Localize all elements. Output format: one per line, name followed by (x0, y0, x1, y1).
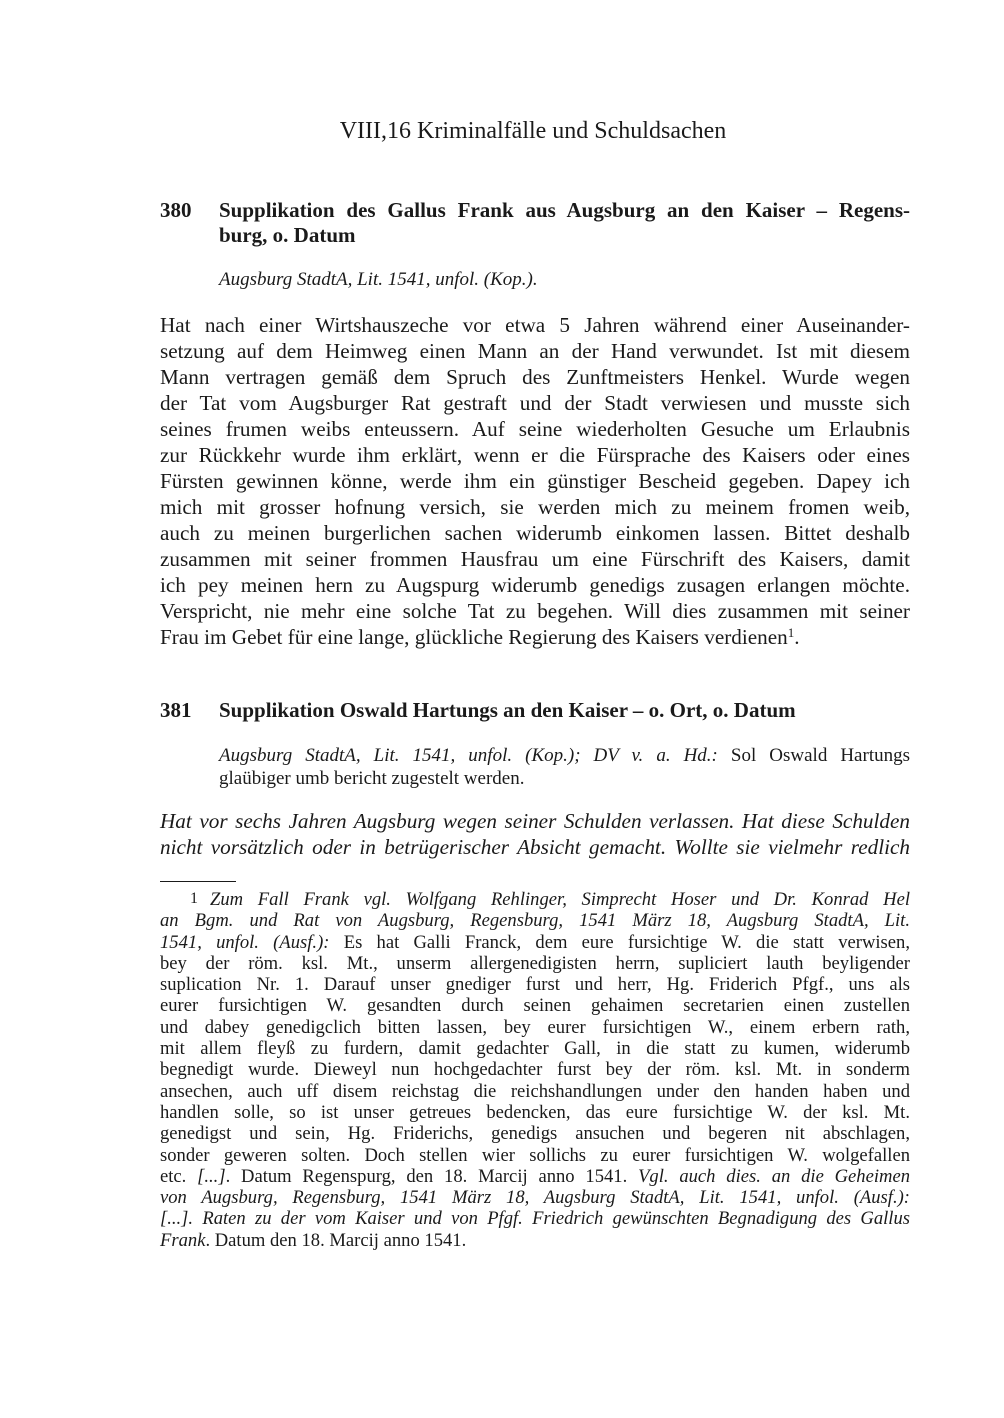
entry-380-heading (160, 198, 910, 248)
entry-381-source (219, 744, 910, 790)
footnote (160, 888, 910, 1251)
body-line: Fürsten gewinnen könne, werde ihm ein günstiger Bescheid gegeben. Dapey ich (160, 469, 910, 493)
entry-number: 380 (160, 198, 192, 222)
footnote-line: mit allem fleyß zu furdern, damit gedachter Gall, in die statt zu kumen, widerumb (160, 1038, 910, 1060)
body-line: ich pey meinen hern zu Augspurg widerumb genedigs zusagen erlangen möchte. (160, 573, 910, 597)
footnote-mark: 1 (190, 890, 198, 907)
body-line: zusammen mit seiner frommen Hausfrau um eine Fürschrift des Kaisers, damit (160, 547, 910, 571)
footnote-line: [...]. Raten zu der vom Kaiser und von Pfgf. Friedrich gewünschten Begnadigung des Gallus (160, 1208, 910, 1230)
footnote-line: sonder geweren solten. Doch stellen wier sollichs zu eurer fursichtigen W. wolgefallen (160, 1144, 910, 1166)
entry-number: 381 (160, 698, 192, 722)
body-line: zur Rückkehr wurde ihm erklärt, wenn er die Fürsprache des Kaisers oder eines (160, 443, 910, 467)
body-line: nicht vorsätzlich oder in betrügerischer Absicht gemacht. Wollte sie vielmehr redlich (160, 835, 910, 859)
footnote-line: eurer fursichtigen W. gesandten durch seinen gehaimen secretarien einen zustellen (160, 995, 910, 1017)
source-line: glaübiger umb bericht zugestelt werden. (219, 768, 525, 789)
body-line: Hat nach einer Wirtshauszeche vor etwa 5 Jahren während einer Auseinander- (160, 313, 910, 337)
title-line: Supplikation Oswald Hartungs an den Kaiser – o. Ort, o. Datum (219, 698, 796, 722)
title-line: Supplikation des Gallus Frank aus Augsburg an den Kaiser – Regens- (219, 198, 910, 222)
footnote-line: ansechen, auch uff disem reichstag die reichshandlungen under den handen haben und (160, 1080, 910, 1102)
footnote-line (160, 888, 910, 910)
footnote-text: Zum Fall Frank vgl. Wolfgang Rehlinger, Simprecht Hoser und Dr. Konrad Hel (210, 889, 910, 910)
body-line: Frau im Gebet für eine lange, glückliche Regierung des Kaisers verdienen$^1$. (160, 625, 800, 649)
entry-381-heading (160, 698, 910, 723)
footnote-line (160, 932, 910, 953)
footnote-italic: [...] (197, 1165, 226, 1187)
body-line: Hat vor sechs Jahren Augsburg wegen seiner Schulden verlassen. Hat diese Schulden (160, 809, 910, 833)
title-line: burg, o. Datum (219, 223, 356, 247)
body-line-text: Frau im Gebet für eine lange, glückliche Regierung des Kaisers verdienen (160, 625, 788, 649)
entry-title (219, 698, 910, 723)
entry-title (219, 198, 910, 248)
footnote-roman: Es hat Galli Franck, dem eure fursichtige W. die statt verwisen, (329, 931, 910, 953)
footnote-roman: etc. (160, 1165, 198, 1187)
body-line: auch zu meinen burgerlichen sachen widerumb einkomen lassen. Bittet deshalb (160, 521, 910, 545)
body-line: Verspricht, nie mehr eine solche Tat zu begehen. Will dies zusammen mit seiner (160, 599, 910, 623)
footnote-line (160, 1166, 910, 1187)
footnote-line: bey der röm. ksl. Mt., unserm allergenedigisten herrn, supliciert lauth beyligender (160, 952, 910, 974)
footnote-italic: Vgl. auch dies. an die Geheimen (638, 1165, 911, 1187)
source-line (219, 744, 910, 767)
entry-380-body (160, 312, 910, 650)
body-line: setzung auf dem Heimweg einen Mann an der Hand verwundet. Ist mit diesem (160, 339, 910, 363)
footnote-italic: 1541, unfol. (Ausf.): (160, 931, 330, 953)
footnote-reference[interactable]: 1 (787, 625, 795, 640)
footnote-line (160, 1230, 910, 1251)
footnote-rule (160, 881, 236, 882)
footnote-line: und dabey genedigclich bitten lassen, bey eurer fursichtigen W., einem erbern rath, (160, 1016, 910, 1038)
entry-380-source (219, 268, 910, 291)
footnote-roman: . Datum Regenspurg, den 18. Marcij anno 1541. (225, 1165, 639, 1187)
entry-381-body (160, 808, 910, 860)
footnote-line: von Augsburg, Regensburg, 1541 März 18, Augsburg StadtA, Lit. 1541, unfol. (Ausf.): (160, 1187, 910, 1209)
footnote-line: suplication Nr. 1. Darauf unser gnediger furst und herr, Hg. Friderich Pfgf., uns als (160, 974, 910, 996)
footnote-line: an Bgm. und Rat von Augsburg, Regensburg, 1541 März 18, Augsburg StadtA, Lit. (160, 910, 910, 932)
body-line: seines frumen weibs enteussern. Auf seine wiederholten Gesuche um Erlaubnis (160, 417, 910, 441)
footnote-italic: Frank (160, 1229, 206, 1251)
body-line: mich mit grosser hofnung versich, sie werden mich zu meinem fromen weib, (160, 495, 910, 519)
running-head: VIII,16 Kriminalfälle und Schuldsachen (339, 118, 727, 144)
source-citation: Augsburg StadtA, Lit. 1541, unfol. (Kop.); DV v. a. Hd.: (219, 745, 718, 766)
source-citation: Augsburg StadtA, Lit. 1541, unfol. (Kop.). (219, 269, 538, 290)
footnote-line: begnedigt wurde. Dieweyl nun hochgedachter furst bey der röm. ksl. Mt. in sonderm (160, 1059, 910, 1081)
body-line: der Tat vom Augsburger Rat gestraft und der Stadt verwiesen und musste sich (160, 391, 910, 415)
footnote-roman: . Datum den 18. Marcij anno 1541. (205, 1229, 467, 1251)
footnote-line: handlen solle, so ist unser getreues bedencken, das eure fursichtige W. der ksl. Mt. (160, 1101, 910, 1123)
source-note: Sol Oswald Hartungs (730, 745, 910, 766)
footnote-line: genedigst und sein, Hg. Friderichs, genedigs ansuchen und begeren nit abschlagen, (160, 1123, 910, 1145)
body-line: Mann vertragen gemäß dem Spruch des Zunftmeisters Henkel. Wurde wegen (160, 365, 910, 389)
